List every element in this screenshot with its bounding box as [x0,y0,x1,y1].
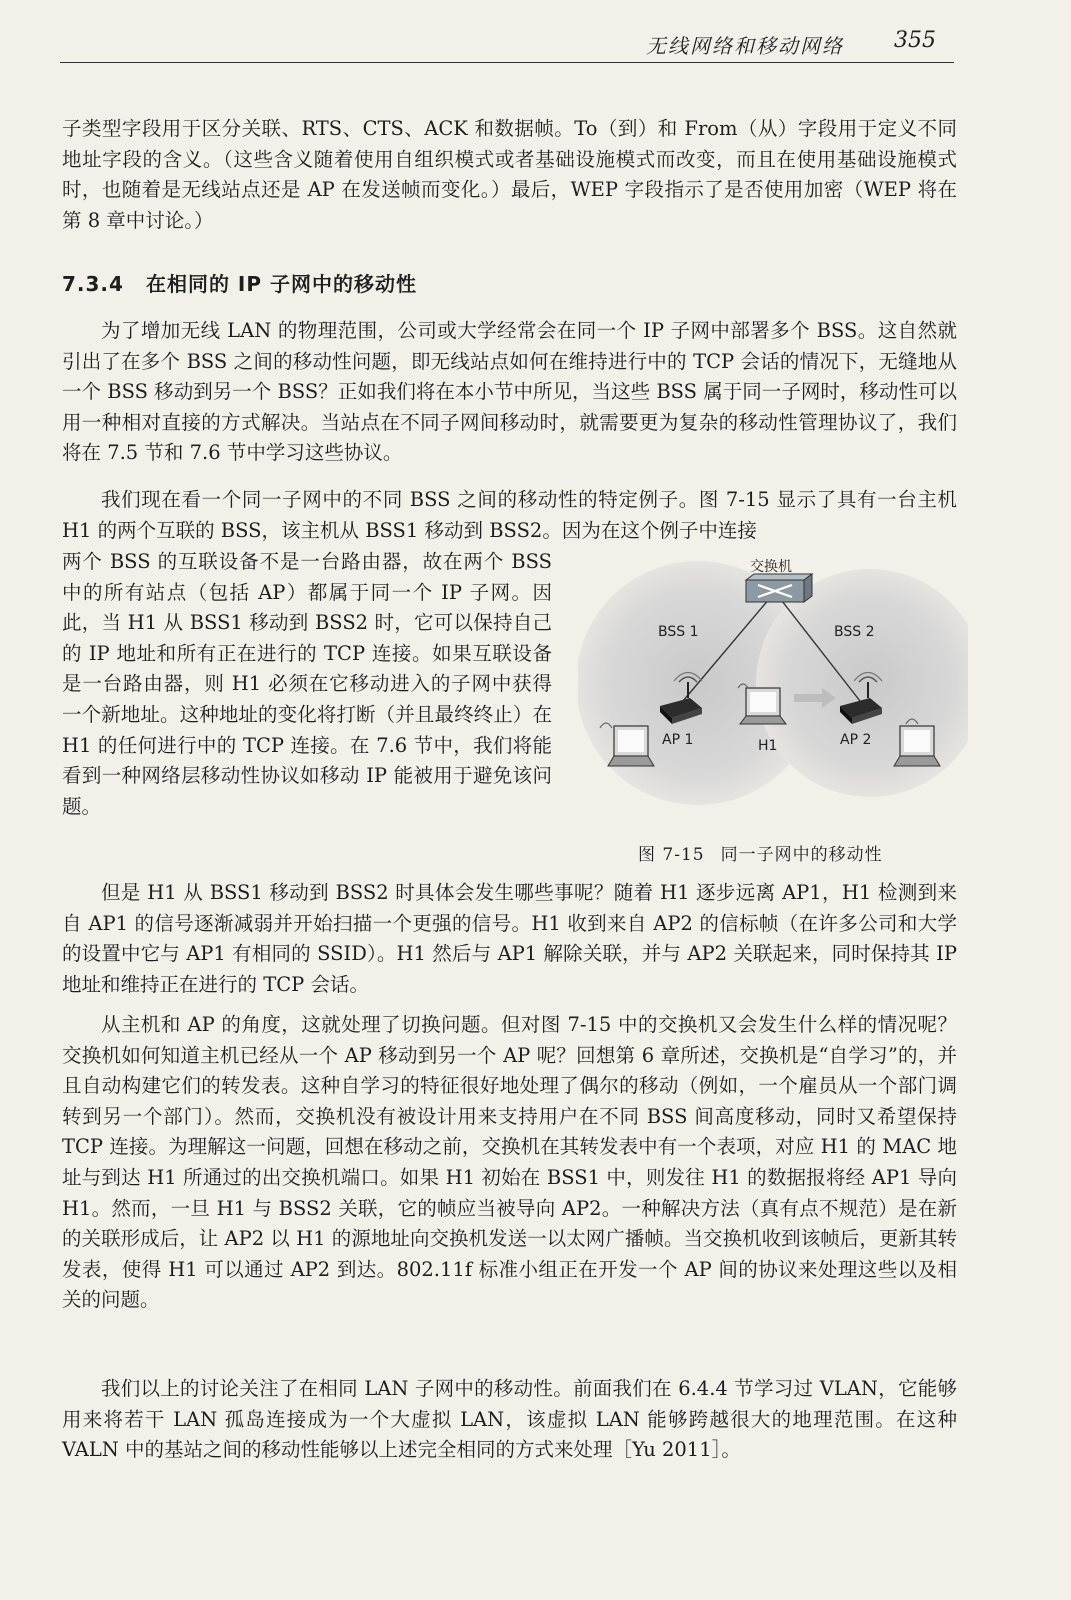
running-title: 无线网络和移动网络 [646,34,844,58]
switch-icon [746,574,812,602]
ap2-label: AP 2 [840,732,872,748]
paragraph-example-full: 我们现在看一个同一子网中的不同 BSS 之间的移动性的特定例子。图 7-15 显示了具有一台主机 H1 的两个互联的 BSS，该主机从 BSS1 移动到 BSS2。因为在这个例子中连接 [62,488,957,542]
paragraph-handoff: 但是 H1 从 BSS1 移动到 BSS2 时具体会发生哪些事呢？随着 H1 逐步远离 AP1，H1 检测到来自 AP1 的信号逐渐减弱并开始扫描一个更强的信号。H1 收到来自 AP2 的信标帧（在许多公司和大学的设置中它与 AP1 有相同的 SSID）。H1 然后与 AP1 解除关联，并与 AP2 关联起来，同时保持其 IP 地址和维持正在进行的 TCP 会话。 [62,881,957,996]
section-title: 在相同的 IP 子网中的移动性 [145,272,417,296]
switch-label: 交换机 [750,559,792,575]
h1-label: H1 [758,738,778,754]
paragraph-example-wrapped: 两个 BSS 的互联设备不是一台路由器，故在两个 BSS 中的所有站点（包括 AP）都属于同一个 IP 子网。因此，当 H1 从 BSS1 移动到 BSS2 时，它可以保持自己的 IP 地址和所有正在进行的 TCP 连接。如果互联设备是一台路由器，则 H1 必须在它移动进入的子网中获得一个新地址。这种地址的变化将打断（并且最终终止）在 H1 的任何进行中的 TCP 连接。在 7.6 节中，我们将能看到一种网络层移动性协议如移动 IP 能被用于避免该问题。 [62,550,552,818]
paragraph-switch-learning: 从主机和 AP 的角度，这就处理了切换问题。但对图 7-15 中的交换机又会发生什么样的情况呢？交换机如何知道主机已经从一个 AP 移动到另一个 AP 呢？回想第 6 章所述，交换机是“自学习”的，并且自动构建它们的转发表。这种自学习的特征很好地处理了偶尔的移动（例如，一个雇员从一个部门调转到另一个部门）。然而，交换机没有被设计用来支持用户在不同 BSS 间高度移动，同时又希望保持 TCP 连接。为理解这一问题，回想在移动之前，交换机在其转发表中有一个表项，对应 H1 的 MAC 地址与到达 H1 所通过的出交换机端口。如果 H1 初始在 BSS1 中，则发往 H1 的数据报将经 AP1 导向 H1。然而，一旦 H1 与 BSS2 关联，它的帧应当被导向 AP2。一种解决方法（真有点不规范）是在新的关联形成后，让 AP2 以 H1 的源地址向交换机发送一以太网广播帧。当交换机收到该帧后，更新其转发表，使得 H1 可以通过 AP2 到达。802.11f 标准小组正在开发一个 AP 间的协议来处理这些以及相关的问题。 [62,1013,957,1312]
mobility-diagram [578,548,968,838]
caption-text: 同一子网中的移动性 [720,845,883,865]
page-number: 355 [894,28,936,53]
figure-7-15 [578,548,968,868]
paragraph-vlan: 我们以上的讨论关注了在相同 LAN 子网中的移动性。前面我们在 6.4.4 节学习过 VLAN，它能够用来将若干 LAN 孤岛连接成为一个大虚拟 LAN，该虚拟 LAN 能够跨越很大的地理范围。在这种 VALN 中的基站之间的移动性能够以上述完全相同的方式来处理［Yu 2011］。 [62,1377,957,1462]
laptop-right-icon [894,719,940,766]
bss2-label: BSS 2 [834,624,875,640]
caption-number: 图 7-15 [638,845,705,865]
paragraph-intro: 子类型字段用于区分关联、RTS、CTS、ACK 和数据帧。To（到）和 From（从）字段用于定义不同地址字段的含义。（这些含义随着使用自组织模式或者基础设施模式而改变，而且在使用基础设施模式时，也随着是无线站点还是 AP 在发送帧而变化。）最后，WEP 字段指示了是否使用加密（WEP 将在第 8 章中讨论。） [62,117,957,232]
ap1-label: AP 1 [662,732,694,748]
paragraph-bss-range: 为了增加无线 LAN 的物理范围，公司或大学经常会在同一个 IP 子网中部署多个 BSS。这自然就引出了在多个 BSS 之间的移动性问题，即无线站点如何在维持进行中的 TCP 会话的情况下，无缝地从一个 BSS 移动到另一个 BSS？正如我们将在本小节中所见，当这些 BSS 属于同一子网时，移动性可以用一种相对直接的方式解决。当站点在不同子网间移动时，就需要更为复杂的移动性管理协议了，我们将在 7.5 节和 7.6 节中学习这些协议。 [62,319,957,465]
page-header [60,26,954,63]
section-number: 7.3.4 [62,272,124,296]
figure-caption [638,840,968,865]
bss1-label: BSS 1 [658,624,699,640]
section-heading [62,268,439,297]
